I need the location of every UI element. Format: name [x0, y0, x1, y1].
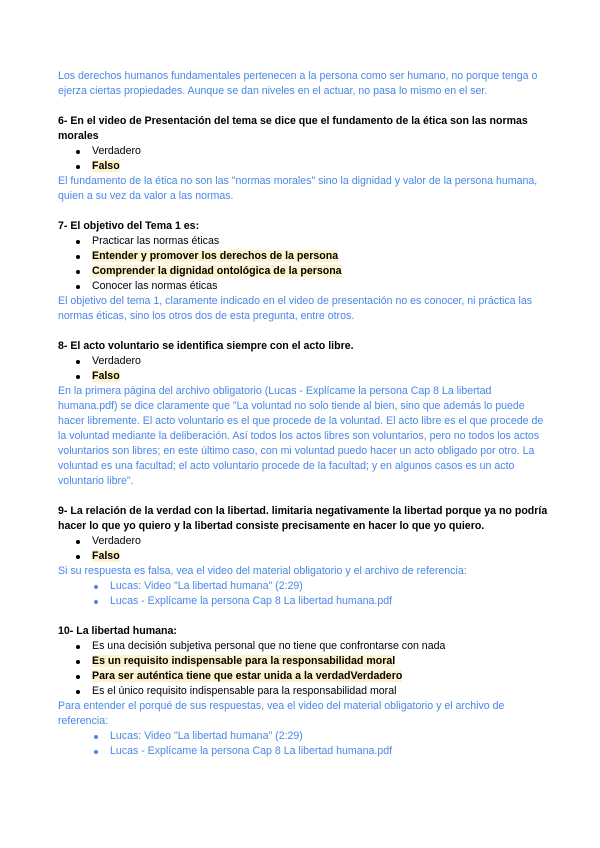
question-6-explanation: El fundamento de la ética no son las "normas morales" sino la dignidad y valor de la persona humana, quien a su vez da valor a las normas. — [58, 175, 538, 202]
question-9-references — [58, 579, 548, 609]
list-item: Verdadero — [58, 354, 548, 369]
highlighted-answer: Es un requisito indispensable para la responsabilidad moral — [92, 655, 396, 667]
question-10-references — [58, 729, 548, 759]
list-item: Es una decisión subjetiva personal que no tiene que confrontarse con nada — [58, 639, 548, 654]
question-8: 8- El acto voluntario se identifica siempre con el acto libre. — [58, 340, 354, 352]
question-7: 7- El objetivo del Tema 1 es: — [58, 220, 200, 232]
highlighted-answer: Para ser auténtica tiene que estar unida a la verdadVerdadero — [92, 670, 403, 682]
question-9-options — [58, 534, 548, 564]
reference-link[interactable]: Lucas: Video "La libertad humana" (2:29) — [58, 729, 548, 744]
list-item: Verdadero — [58, 534, 548, 549]
list-item — [58, 264, 548, 279]
list-item — [58, 369, 548, 384]
highlighted-answer: Falso — [92, 550, 120, 562]
question-10-explanation: Para entender el porqué de sus respuestas, vea el video del material obligatorio y el archivo de referencia: — [58, 700, 505, 727]
reference-link[interactable]: Lucas - Explícame la persona Cap 8 La libertad humana.pdf — [58, 594, 548, 609]
list-item — [58, 249, 548, 264]
question-10-options — [58, 639, 548, 699]
question-7-options — [58, 234, 548, 294]
list-item: Practicar las normas éticas — [58, 234, 548, 249]
question-8-options — [58, 354, 548, 384]
highlighted-answer: Falso — [92, 370, 120, 382]
list-item: Es el único requisito indispensable para la responsabilidad moral — [58, 684, 548, 699]
question-6: 6- En el video de Presentación del tema se dice que el fundamento de la ética son las normas morales — [58, 115, 528, 142]
list-item — [58, 654, 548, 669]
intro-paragraph: Los derechos humanos fundamentales pertenecen a la persona como ser humano, no porque tenga o ejerza ciertas propiedades. Aunque se dan niveles en el actuar, no pasa lo mismo en el ser. — [58, 70, 538, 97]
highlighted-answer: Entender y promover los derechos de la persona — [92, 250, 339, 262]
document-content — [58, 69, 548, 759]
list-item: Conocer las normas éticas — [58, 279, 548, 294]
reference-link[interactable]: Lucas - Explícame la persona Cap 8 La libertad humana.pdf — [58, 744, 548, 759]
question-8-explanation: En la primera página del archivo obligatorio (Lucas - Explícame la persona Cap 8 La libertad humana.pdf) se dice claramente que "La voluntad no solo tiende al bien, sino que además lo puede hacer libremente. El acto voluntario es el que procede de la voluntad. El acto libre es el que procede de la voluntad mediante la deliberación. Así todos los actos libres son voluntarios, pero no todos los actos voluntarios son libres; en este último caso, con mi voluntad puedo hacer un acto obligado por otro. La voluntad es una facultad; el acto voluntario procede de la facultad; y en algunos casos es un acto voluntario libre". — [58, 385, 544, 487]
list-item — [58, 669, 548, 684]
question-10: 10- La libertad humana: — [58, 625, 177, 637]
question-9: 9- La relación de la verdad con la libertad. limitaria negativamente la libertad porque ya no podría hacer lo que yo quiero y la libertad consiste precisamente en hacer lo que yo quiero. — [58, 505, 548, 532]
list-item — [58, 549, 548, 564]
question-9-explanation: Si su respuesta es falsa, vea el video del material obligatorio y el archivo de referencia: — [58, 565, 467, 577]
list-item: Verdadero — [58, 144, 548, 159]
list-item — [58, 159, 548, 174]
highlighted-answer: Falso — [92, 160, 120, 172]
question-6-options — [58, 144, 548, 174]
reference-link[interactable]: Lucas: Video "La libertad humana" (2:29) — [58, 579, 548, 594]
question-7-explanation: El objetivo del tema 1, claramente indicado en el video de presentación no es conocer, ni práctica las normas éticas, sino los otros dos de esta pregunta, entre otros. — [58, 295, 533, 322]
highlighted-answer: Comprender la dignidad ontológica de la persona — [92, 265, 342, 277]
